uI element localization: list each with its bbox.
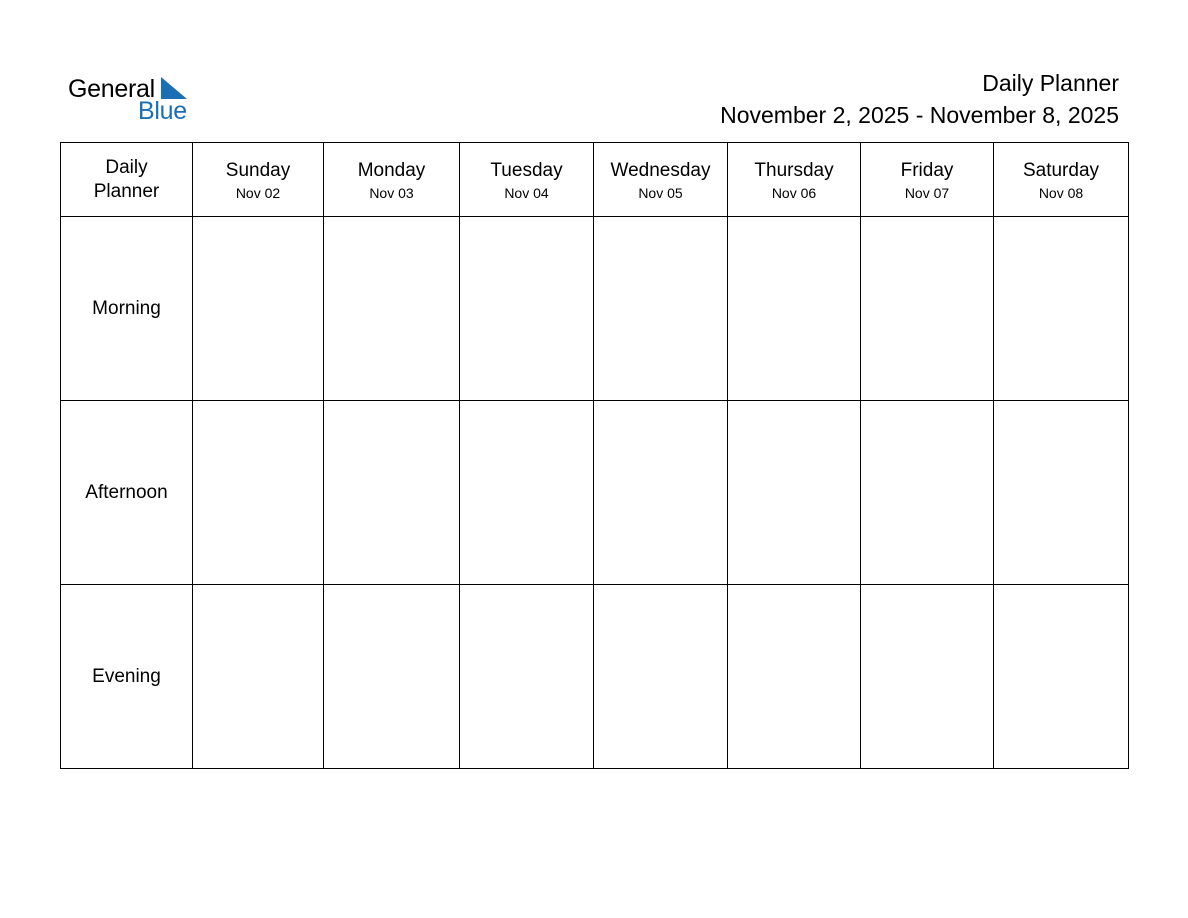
slot-row-evening bbox=[61, 585, 1129, 769]
entry-cell-tuesday-morning[interactable] bbox=[460, 217, 594, 401]
day-header-tuesday bbox=[460, 143, 594, 217]
slot-label: Evening bbox=[92, 665, 161, 687]
entry-cell-tuesday-evening[interactable] bbox=[460, 585, 594, 769]
day-header-sunday bbox=[193, 143, 324, 217]
entry-cell-wednesday-evening[interactable] bbox=[594, 585, 728, 769]
corner-label: Daily Planner bbox=[93, 156, 160, 202]
day-name: Thursday bbox=[754, 159, 834, 181]
slot-row-morning bbox=[61, 217, 1129, 401]
generalblue-logo bbox=[68, 72, 198, 128]
day-date: Nov 04 bbox=[504, 184, 549, 201]
day-name: Friday bbox=[900, 159, 954, 181]
planner-table bbox=[60, 142, 1129, 769]
entry-cell-friday-morning[interactable] bbox=[861, 217, 994, 401]
entry-cell-thursday-morning[interactable] bbox=[728, 217, 861, 401]
day-header-thursday bbox=[728, 143, 861, 217]
entry-cell-sunday-morning[interactable] bbox=[193, 217, 324, 401]
logo-word-general: General bbox=[68, 75, 155, 103]
day-header-saturday bbox=[994, 143, 1129, 217]
slot-row-afternoon bbox=[61, 401, 1129, 585]
entry-cell-friday-evening[interactable] bbox=[861, 585, 994, 769]
day-date: Nov 08 bbox=[1038, 184, 1084, 201]
entry-cell-sunday-afternoon[interactable] bbox=[193, 401, 324, 585]
day-name: Tuesday bbox=[490, 159, 563, 181]
header bbox=[720, 68, 1119, 132]
entry-cell-monday-evening[interactable] bbox=[324, 585, 460, 769]
date-range: November 2, 2025 - November 8, 2025 bbox=[720, 102, 1119, 128]
triangle-logo-icon bbox=[161, 77, 187, 99]
day-header-monday bbox=[324, 143, 460, 217]
entry-cell-saturday-morning[interactable] bbox=[994, 217, 1129, 401]
day-header-friday bbox=[861, 143, 994, 217]
entry-cell-wednesday-morning[interactable] bbox=[594, 217, 728, 401]
entry-cell-saturday-afternoon[interactable] bbox=[994, 401, 1129, 585]
day-name: Saturday bbox=[1022, 159, 1100, 181]
slot-label-cell bbox=[61, 585, 193, 769]
day-date: Nov 05 bbox=[638, 184, 683, 201]
page-title: Daily Planner bbox=[982, 70, 1119, 96]
slot-label: Afternoon bbox=[85, 481, 168, 503]
entry-cell-friday-afternoon[interactable] bbox=[861, 401, 994, 585]
entry-cell-thursday-evening[interactable] bbox=[728, 585, 861, 769]
header-row bbox=[61, 143, 1129, 217]
day-date: Nov 02 bbox=[235, 184, 281, 201]
slot-label-cell bbox=[61, 217, 193, 401]
corner-cell bbox=[61, 143, 193, 217]
logo-word-blue: Blue bbox=[138, 97, 187, 125]
day-name: Monday bbox=[357, 159, 426, 181]
entry-cell-sunday-evening[interactable] bbox=[193, 585, 324, 769]
entry-cell-thursday-afternoon[interactable] bbox=[728, 401, 861, 585]
entry-cell-monday-afternoon[interactable] bbox=[324, 401, 460, 585]
day-date: Nov 03 bbox=[369, 184, 414, 201]
entry-cell-wednesday-afternoon[interactable] bbox=[594, 401, 728, 585]
day-name: Wednesday bbox=[610, 159, 711, 181]
slot-label: Morning bbox=[92, 297, 161, 319]
slot-label-cell bbox=[61, 401, 193, 585]
entry-cell-saturday-evening[interactable] bbox=[994, 585, 1129, 769]
day-date: Nov 07 bbox=[904, 184, 950, 201]
day-header-wednesday bbox=[594, 143, 728, 217]
entry-cell-tuesday-afternoon[interactable] bbox=[460, 401, 594, 585]
day-name: Sunday bbox=[225, 159, 291, 181]
day-date: Nov 06 bbox=[771, 184, 817, 201]
entry-cell-monday-morning[interactable] bbox=[324, 217, 460, 401]
